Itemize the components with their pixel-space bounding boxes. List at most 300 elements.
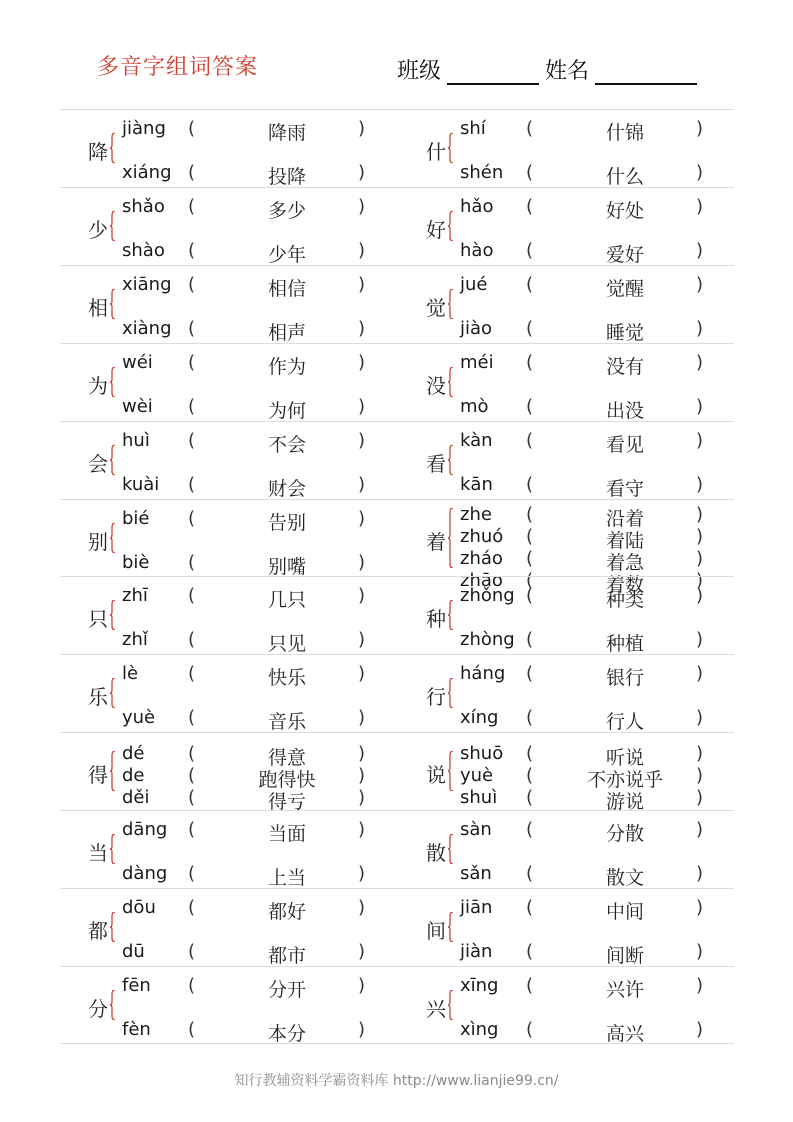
right-paren: ) xyxy=(358,663,366,685)
answer-word: 间断 xyxy=(605,945,644,967)
reading-line xyxy=(460,787,740,814)
answer-word: 着陆 xyxy=(605,529,644,552)
right-paren: ) xyxy=(696,863,704,885)
left-paren: ( xyxy=(188,787,196,809)
right-paren: ) xyxy=(358,974,366,996)
polyphone-entry xyxy=(398,889,735,966)
reading-line xyxy=(122,941,402,967)
brace-icon xyxy=(448,211,454,241)
reading-line xyxy=(122,787,402,814)
table-row xyxy=(60,888,734,966)
reading-line xyxy=(460,547,740,574)
polyphone-char: 都 xyxy=(88,919,108,943)
right-paren: ) xyxy=(358,429,366,451)
polyphone-entry xyxy=(398,188,735,265)
right-paren: ) xyxy=(358,743,366,765)
pinyin: kàn xyxy=(460,429,493,451)
reading-line xyxy=(122,743,402,770)
reading-line xyxy=(122,429,402,456)
pinyin: kān xyxy=(460,473,493,495)
pinyin: hǎo xyxy=(460,195,494,217)
left-paren: ( xyxy=(188,118,196,139)
answer-word: 快乐 xyxy=(267,667,306,690)
polyphone-entry xyxy=(398,577,735,654)
pinyin: dāng xyxy=(122,819,168,841)
right-paren: ) xyxy=(358,317,366,339)
right-paren: ) xyxy=(358,239,366,261)
brace-icon xyxy=(110,834,116,864)
polyphone-char: 会 xyxy=(88,451,108,476)
answer-word: 跑得快 xyxy=(258,769,316,792)
pinyin: dàng xyxy=(122,863,168,885)
polyphone-entry xyxy=(60,577,397,654)
reading-line xyxy=(122,819,402,846)
right-paren: ) xyxy=(358,195,366,217)
pinyin: yuè xyxy=(122,707,156,729)
table-row xyxy=(60,343,734,421)
brace-icon xyxy=(448,834,454,864)
left-paren: ( xyxy=(188,1018,196,1040)
right-paren: ) xyxy=(358,941,366,962)
answer-word: 兴许 xyxy=(605,978,644,1001)
reading-line xyxy=(460,743,740,770)
left-paren: ( xyxy=(188,941,196,962)
polyphone-char: 间 xyxy=(426,919,446,943)
polyphone-char: 分 xyxy=(88,996,108,1021)
answer-word: 本分 xyxy=(267,1022,306,1045)
right-paren: ) xyxy=(358,765,366,787)
answer-word: 多少 xyxy=(267,199,306,222)
answer-word: 什么 xyxy=(605,166,644,188)
right-paren: ) xyxy=(696,547,704,569)
right-paren: ) xyxy=(696,1018,704,1040)
pinyin: shí xyxy=(460,118,486,139)
right-paren: ) xyxy=(696,974,704,996)
answer-word: 上当 xyxy=(267,867,306,890)
right-paren: ) xyxy=(696,525,704,547)
reading-line xyxy=(122,507,402,534)
pinyin: sǎn xyxy=(460,863,492,885)
answer-word: 好处 xyxy=(605,199,644,222)
class-label: 班级 xyxy=(397,59,442,84)
reading-line xyxy=(460,819,740,846)
left-paren: ( xyxy=(526,663,534,685)
table-row xyxy=(60,810,734,888)
brace-icon xyxy=(110,912,116,942)
left-paren: ( xyxy=(188,585,196,607)
answer-word: 银行 xyxy=(605,667,644,690)
polyphone-char: 觉 xyxy=(426,295,446,320)
polyphone-table xyxy=(60,109,734,1065)
polyphone-entry xyxy=(60,188,397,265)
answer-word: 几只 xyxy=(267,589,306,612)
polyphone-entry xyxy=(60,967,397,1044)
table-row xyxy=(60,109,734,187)
reading-line xyxy=(460,351,740,378)
right-paren: ) xyxy=(358,787,366,809)
left-paren: ( xyxy=(188,974,196,996)
brace-icon xyxy=(448,678,454,708)
right-paren: ) xyxy=(358,707,366,729)
table-row xyxy=(60,187,734,265)
reading-line xyxy=(460,585,740,612)
right-paren: ) xyxy=(358,629,366,651)
reading-line xyxy=(460,395,740,422)
answer-word: 中间 xyxy=(605,901,644,923)
left-paren: ( xyxy=(188,473,196,495)
polyphone-char: 得 xyxy=(88,763,108,788)
reading-line xyxy=(122,162,402,188)
pinyin: zháo xyxy=(460,547,503,569)
pinyin: mò xyxy=(460,395,489,417)
right-paren: ) xyxy=(696,195,704,217)
left-paren: ( xyxy=(188,429,196,451)
reading-line xyxy=(122,585,402,612)
answer-word: 不亦说乎 xyxy=(586,769,663,792)
left-paren: ( xyxy=(526,743,534,765)
pinyin: shuō xyxy=(460,743,504,765)
left-paren: ( xyxy=(526,629,534,651)
polyphone-entry xyxy=(398,733,735,814)
reading-line xyxy=(122,395,402,422)
reading-line xyxy=(460,663,740,690)
polyphone-entry xyxy=(398,266,735,343)
right-paren: ) xyxy=(696,351,704,373)
reading-line xyxy=(122,863,402,890)
reading-line xyxy=(460,974,740,1001)
reading-line xyxy=(460,473,740,500)
left-paren: ( xyxy=(526,503,534,525)
reading-line xyxy=(122,351,402,378)
polyphone-char: 好 xyxy=(426,217,446,242)
answer-word: 为何 xyxy=(267,399,306,422)
left-paren: ( xyxy=(526,569,534,591)
right-paren: ) xyxy=(358,1018,366,1040)
pinyin: zhāo xyxy=(460,569,503,591)
answer-word: 别嘴 xyxy=(267,555,306,578)
page-header xyxy=(0,0,793,110)
left-paren: ( xyxy=(526,897,534,918)
answer-word: 没有 xyxy=(605,355,644,378)
brace-icon xyxy=(110,600,116,630)
right-paren: ) xyxy=(358,395,366,417)
polyphone-char: 没 xyxy=(426,373,446,398)
answer-word: 音乐 xyxy=(267,711,306,734)
pinyin: sàn xyxy=(460,819,492,841)
left-paren: ( xyxy=(188,629,196,651)
polyphone-char: 兴 xyxy=(426,996,446,1021)
answer-word: 沿着 xyxy=(605,507,644,530)
left-paren: ( xyxy=(188,743,196,765)
reading-line xyxy=(460,429,740,456)
pinyin: shǎo xyxy=(122,195,165,217)
answer-word: 什锦 xyxy=(605,122,644,144)
reading-line xyxy=(460,629,740,656)
right-paren: ) xyxy=(358,897,366,918)
pinyin: háng xyxy=(460,663,506,685)
left-paren: ( xyxy=(188,551,196,573)
pinyin: xiāng xyxy=(122,273,172,295)
left-paren: ( xyxy=(526,429,534,451)
reading-line xyxy=(122,765,402,792)
pinyin: xìng xyxy=(460,1018,499,1040)
left-paren: ( xyxy=(526,941,534,962)
left-paren: ( xyxy=(526,863,534,885)
polyphone-entry xyxy=(398,967,735,1044)
right-paren: ) xyxy=(696,395,704,417)
left-paren: ( xyxy=(188,239,196,261)
brace-icon xyxy=(448,600,454,630)
right-paren: ) xyxy=(358,351,366,373)
right-paren: ) xyxy=(696,743,704,765)
left-paren: ( xyxy=(526,351,534,373)
answer-word: 相信 xyxy=(267,277,306,300)
reading-line xyxy=(122,239,402,266)
left-paren: ( xyxy=(526,819,534,841)
reading-line xyxy=(460,503,740,530)
right-paren: ) xyxy=(696,503,704,525)
answer-word: 降雨 xyxy=(267,122,306,144)
polyphone-char: 行 xyxy=(426,685,446,710)
pinyin: xīng xyxy=(460,974,499,996)
reading-line xyxy=(460,897,740,923)
brace-icon xyxy=(110,751,116,791)
pinyin: zhǐ xyxy=(122,629,148,651)
brace-icon xyxy=(110,211,116,241)
polyphone-char: 种 xyxy=(426,607,446,632)
brace-icon xyxy=(448,912,454,942)
polyphone-char: 为 xyxy=(88,373,108,398)
left-paren: ( xyxy=(526,765,534,787)
answer-word: 高兴 xyxy=(605,1022,644,1045)
polyphone-entry xyxy=(60,733,397,814)
reading-line xyxy=(122,663,402,690)
name-blank[interactable] xyxy=(595,63,697,85)
left-paren: ( xyxy=(526,118,534,139)
polyphone-entry xyxy=(60,422,397,499)
left-paren: ( xyxy=(526,1018,534,1040)
pinyin: xiáng xyxy=(122,162,172,183)
polyphone-entry xyxy=(60,655,397,732)
left-paren: ( xyxy=(526,317,534,339)
left-paren: ( xyxy=(188,765,196,787)
answer-word: 少年 xyxy=(267,243,306,266)
table-row xyxy=(60,421,734,499)
pinyin: de xyxy=(122,765,145,787)
polyphone-char: 说 xyxy=(426,763,446,788)
reading-line xyxy=(460,273,740,300)
answer-word: 作为 xyxy=(267,355,306,378)
pinyin: dōu xyxy=(122,897,156,918)
right-paren: ) xyxy=(358,118,366,139)
answer-word: 看见 xyxy=(605,433,644,456)
answer-word: 游说 xyxy=(605,791,644,814)
answer-word: 只见 xyxy=(267,633,306,656)
left-paren: ( xyxy=(526,585,534,607)
table-row xyxy=(60,265,734,343)
polyphone-entry xyxy=(60,811,397,888)
reading-line xyxy=(460,239,740,266)
reading-line xyxy=(460,317,740,344)
right-paren: ) xyxy=(696,317,704,339)
left-paren: ( xyxy=(526,974,534,996)
pinyin: biè xyxy=(122,551,150,573)
pinyin: jué xyxy=(460,273,488,295)
reading-line xyxy=(460,707,740,734)
reading-line xyxy=(122,629,402,656)
polyphone-char: 当 xyxy=(88,841,108,866)
left-paren: ( xyxy=(188,863,196,885)
pinyin: shào xyxy=(122,239,165,261)
answer-word: 相声 xyxy=(267,321,306,344)
left-paren: ( xyxy=(188,897,196,918)
answer-word: 都好 xyxy=(267,901,306,923)
polyphone-char: 看 xyxy=(426,451,446,476)
left-paren: ( xyxy=(526,707,534,729)
right-paren: ) xyxy=(358,473,366,495)
right-paren: ) xyxy=(696,897,704,918)
pinyin: jiào xyxy=(460,317,493,339)
polyphone-char: 着 xyxy=(426,529,446,554)
reading-line xyxy=(460,941,740,967)
reading-line xyxy=(122,707,402,734)
polyphone-entry xyxy=(398,422,735,499)
reading-line xyxy=(460,118,740,144)
right-paren: ) xyxy=(358,162,366,183)
pinyin: yuè xyxy=(460,765,494,787)
footer-watermark: 知行教辅资料学霸资料库 http://www.lianjie99.cn/ xyxy=(234,1073,559,1089)
brace-icon xyxy=(448,289,454,319)
pinyin: kuài xyxy=(122,473,160,495)
pinyin: méi xyxy=(460,351,494,373)
right-paren: ) xyxy=(696,162,704,183)
reading-line xyxy=(122,473,402,500)
answer-word: 出没 xyxy=(605,399,644,422)
polyphone-entry xyxy=(60,344,397,421)
right-paren: ) xyxy=(696,273,704,295)
polyphone-char: 相 xyxy=(88,295,108,320)
brace-icon xyxy=(448,751,454,791)
polyphone-entry xyxy=(398,344,735,421)
left-paren: ( xyxy=(188,507,196,529)
right-paren: ) xyxy=(696,787,704,809)
reading-line xyxy=(460,525,740,552)
table-row xyxy=(60,966,734,1044)
student-info xyxy=(397,54,697,85)
reading-line xyxy=(122,897,402,923)
left-paren: ( xyxy=(526,547,534,569)
left-paren: ( xyxy=(526,395,534,417)
pinyin: jiàn xyxy=(460,941,493,962)
pinyin: zhī xyxy=(122,585,148,607)
pinyin: xíng xyxy=(460,707,499,729)
answer-word: 爱好 xyxy=(605,243,644,266)
brace-icon xyxy=(448,445,454,475)
brace-icon xyxy=(448,133,454,163)
pinyin: lè xyxy=(122,663,139,685)
brace-icon xyxy=(110,990,116,1020)
answer-word: 告别 xyxy=(267,511,306,534)
polyphone-entry xyxy=(60,266,397,343)
polyphone-char: 降 xyxy=(88,140,108,164)
polyphone-char: 什 xyxy=(426,140,446,164)
answer-word: 种类 xyxy=(605,589,644,612)
left-paren: ( xyxy=(188,195,196,217)
reading-line xyxy=(460,162,740,188)
pinyin: bié xyxy=(122,507,150,529)
answer-word: 行人 xyxy=(605,711,644,734)
right-paren: ) xyxy=(358,819,366,841)
left-paren: ( xyxy=(188,351,196,373)
brace-icon xyxy=(110,523,116,553)
table-row xyxy=(60,654,734,732)
answer-word: 当面 xyxy=(267,823,306,846)
left-paren: ( xyxy=(526,162,534,183)
answer-word: 不会 xyxy=(267,433,306,456)
reading-line xyxy=(460,765,740,792)
right-paren: ) xyxy=(696,473,704,495)
right-paren: ) xyxy=(358,551,366,573)
pinyin: zhǒng xyxy=(460,585,515,607)
brace-icon xyxy=(110,445,116,475)
pinyin: jiàng xyxy=(122,118,166,139)
answer-word: 投降 xyxy=(267,166,306,188)
polyphone-entry xyxy=(398,811,735,888)
polyphone-entry xyxy=(60,110,397,187)
polyphone-char: 只 xyxy=(88,607,108,632)
reading-line xyxy=(122,974,402,1001)
reading-line xyxy=(122,118,402,144)
reading-line xyxy=(122,273,402,300)
answer-word: 分开 xyxy=(267,978,306,1001)
left-paren: ( xyxy=(188,819,196,841)
brace-icon xyxy=(448,990,454,1020)
pinyin: zhuó xyxy=(460,525,504,547)
right-paren: ) xyxy=(696,819,704,841)
right-paren: ) xyxy=(696,941,704,962)
table-row xyxy=(60,732,734,814)
page-title: 多音字组词答案 xyxy=(97,55,259,80)
pinyin: xiàng xyxy=(122,317,172,339)
polyphone-char: 乐 xyxy=(88,685,108,710)
right-paren: ) xyxy=(358,585,366,607)
answer-word: 财会 xyxy=(267,477,306,500)
left-paren: ( xyxy=(188,162,196,183)
pinyin: wéi xyxy=(122,351,153,373)
answer-word: 听说 xyxy=(605,747,644,770)
answer-word: 看守 xyxy=(605,477,644,500)
left-paren: ( xyxy=(188,395,196,417)
reading-line xyxy=(460,195,740,222)
brace-icon xyxy=(110,678,116,708)
answer-word: 觉醒 xyxy=(605,277,644,300)
answer-word: 得意 xyxy=(267,747,306,770)
pinyin: zhe xyxy=(460,503,492,525)
answer-word: 得亏 xyxy=(267,791,306,814)
answer-word: 散文 xyxy=(605,867,644,890)
pinyin: dé xyxy=(122,743,145,765)
polyphone-entry xyxy=(60,500,397,577)
polyphone-entry xyxy=(398,655,735,732)
right-paren: ) xyxy=(358,863,366,885)
pinyin: shén xyxy=(460,162,504,183)
brace-icon xyxy=(110,367,116,397)
pinyin: hào xyxy=(460,239,494,261)
class-blank[interactable] xyxy=(447,63,539,85)
left-paren: ( xyxy=(526,195,534,217)
right-paren: ) xyxy=(696,707,704,729)
right-paren: ) xyxy=(696,585,704,607)
